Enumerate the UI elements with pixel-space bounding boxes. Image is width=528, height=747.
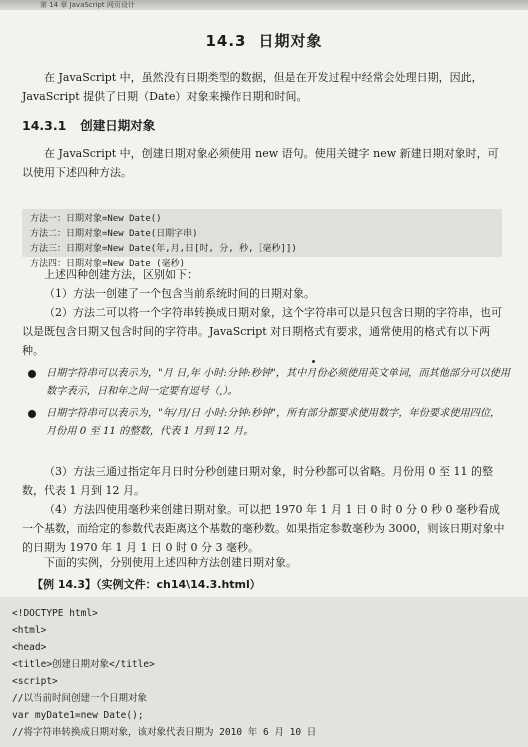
item-3: （3）方法三通过指定年月日时分秒创建日期对象，时分秒都可以省略。月份用 0 至 11 的整数，代表 1 月到 12 月。 — [22, 465, 493, 497]
method-line-3: 方法三：日期对象=New Date(年,月,日[时, 分, 秒,［毫秒]]) — [30, 244, 297, 254]
method-line-4: 方法四：日期对象=New Date (毫秒) — [30, 259, 186, 269]
section-title-text: 日期对象 — [258, 32, 323, 50]
item-2: （2）方法二可以将一个字符串转换成日期对象，这个字符串可以是只包含日期的字符串，也可以是既包含日期又包含时间的字符串。JavaScript 对日期格式有要求，通常使用的格式有以下两种。 — [22, 306, 502, 357]
item-1: （1）方法一创建了一个包含当前系统时间的日期对象。 — [44, 287, 315, 300]
bullet-item — [22, 405, 510, 441]
code-line: var myDate1=new Date(); — [12, 710, 144, 721]
subsection-heading — [22, 116, 155, 134]
intro-paragraph: 在 JavaScript 中，虽然没有日期类型的数据，但是在开发过程中经常会处理日期，因此，JavaScript 提供了日期（Date）对象来操作日期和时间。 — [22, 71, 483, 103]
header-band: 第 14 章 JavaScript 网页设计 — [0, 0, 528, 10]
bullet-text: 日期字符串可以表示为，"年/月/日 小时:分钟:秒钟"，所有部分都要求使用数字，年份要求使用四位，月份用 0 至 11 的整数，代表 1 月到 12 月。 — [46, 408, 501, 437]
section-number: 14.3 — [205, 32, 247, 50]
bullet-dot-icon — [28, 370, 36, 378]
format-bullet-list — [22, 365, 510, 445]
subsection-title: 创建日期对象 — [80, 118, 156, 133]
code-line: <!DOCTYPE html> — [12, 608, 98, 619]
methods-code-block — [22, 209, 502, 269]
example-intro: 下面的实例，分别使用上述四种方法创建日期对象。 — [44, 556, 297, 569]
item-4: （4）方法四使用毫秒来创建日期对象。可以把 1970 年 1 月 1 日 0 时 0 分 0 秒 0 毫秒看成一个基数，而给定的参数代表距离这个基数的毫秒数。如果指定参数毫秒为 3000，则该日期对象中的日期为 1970 年 1 月 1 日 0 时 0 分 3 毫秒。 — [22, 503, 505, 554]
code-line: <html> — [12, 625, 47, 636]
bullet-dot-icon — [28, 410, 36, 418]
dot-mark — [312, 360, 315, 363]
bullet-item — [22, 365, 510, 401]
code-line: //将字符串转换成日期对象，该对象代表日期为 2010 年 6 月 10 日 — [12, 727, 317, 738]
code-line: <head> — [12, 642, 47, 653]
example-label: 【例 14.3】（实例文件：ch14\14.3.html） — [32, 578, 261, 591]
subsection-number: 14.3.1 — [22, 118, 67, 133]
method-line-2: 方法二：日期对象=New Date(日期字串) — [30, 229, 198, 239]
section-title — [0, 30, 528, 51]
bullet-text: 日期字符串可以表示为，"月 日,年 小时:分钟:秒钟"，其中月份必须使用英文单词，而其他部分可以使用数字表示，日和年之间一定要有逗号（,）。 — [46, 368, 511, 397]
code-line: <title>创建日期对象</title> — [12, 659, 155, 670]
subsection-intro: 在 JavaScript 中，创建日期对象必须使用 new 语句。使用关键字 new 新建日期对象时，可以使用下述四种方法。 — [22, 147, 499, 179]
example-code-block — [0, 597, 528, 747]
code-line: //以当前时间创建一个日期对象 — [12, 693, 147, 704]
code-line: <script> — [12, 676, 58, 687]
differences-intro: 上述四种创建方法，区别如下： — [44, 268, 198, 281]
method-line-1: 方法一：日期对象=New Date() — [30, 214, 162, 224]
